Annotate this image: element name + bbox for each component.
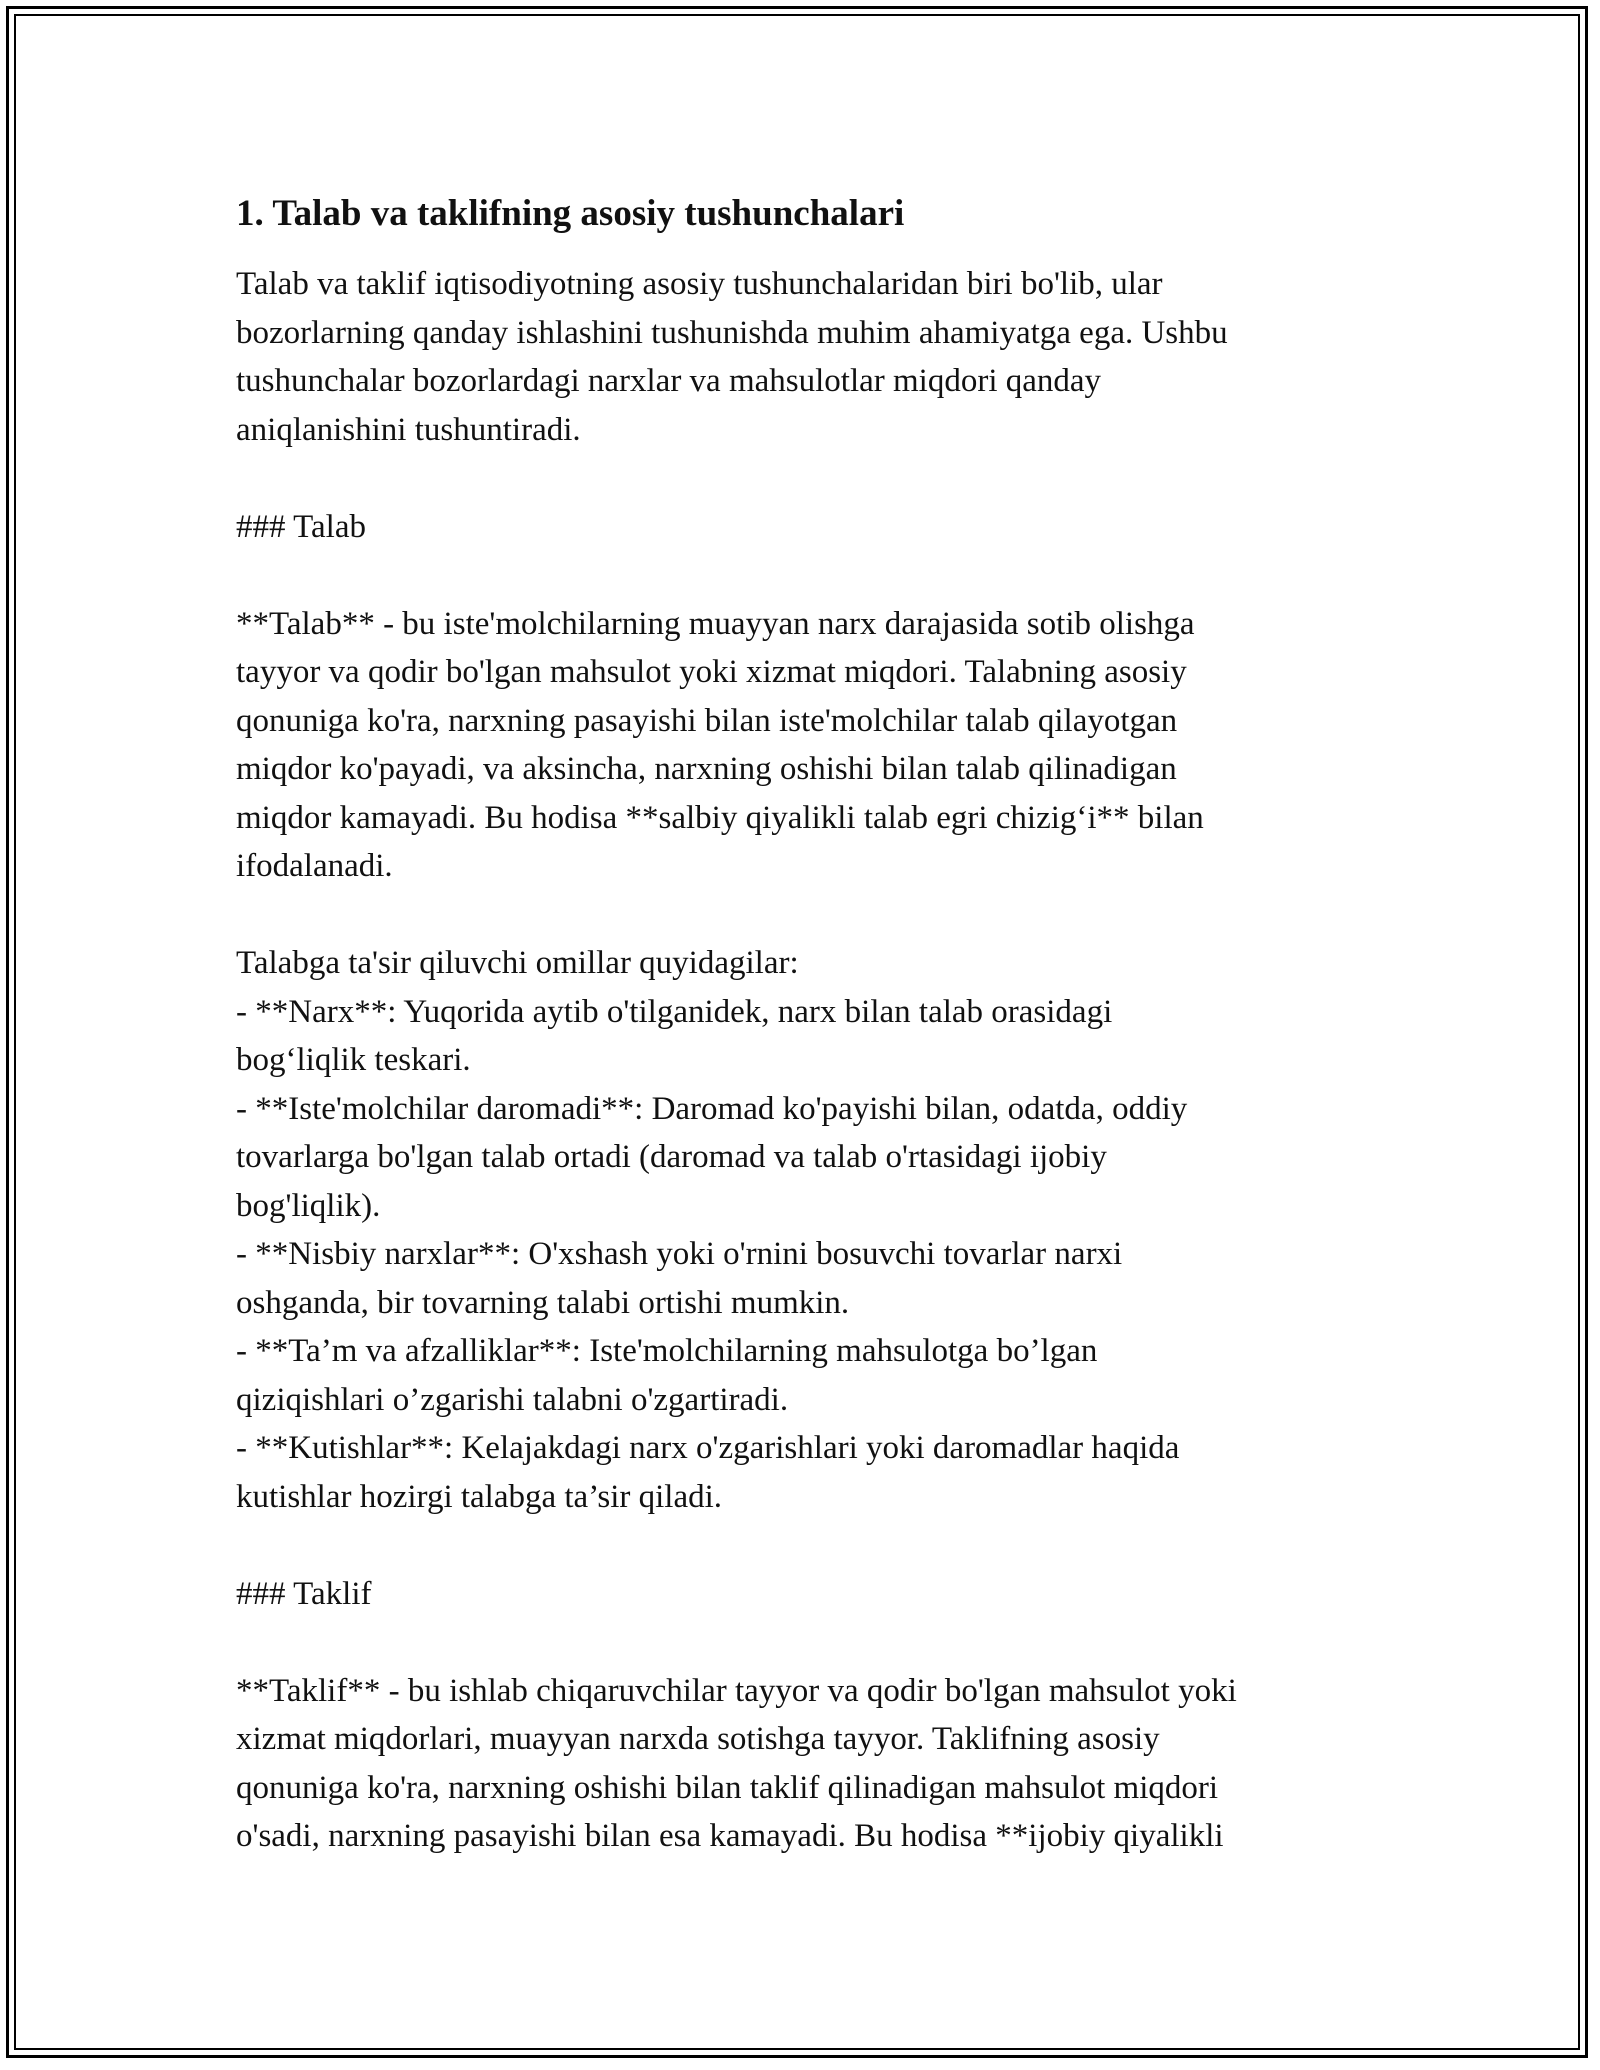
talab-factors-line: kutishlar hozirgi talabga ta’sir qiladi. [236,1478,723,1515]
talab-definition-line: qonuniga ko'ra, narxning pasayishi bilan iste'molchilar talab qilayotgan [236,702,1178,739]
section-heading: 1. Talab va taklifning asosiy tushunchalari [236,193,905,234]
talab-definition-paragraph [236,600,1396,891]
subheading-taklif [236,1570,1396,1619]
talab-factors-line: bog'liqlik). [236,1187,381,1224]
talab-factors-line: - **Ta’m va afzalliklar**: Iste'molchilarning mahsulotga bo’lgan [236,1333,1098,1369]
talab-definition-line: miqdor ko'payadi, va aksincha, narxning oshishi bilan talab qilinadigan [236,751,1177,787]
taklif-definition-line: xizmat miqdorlari, muayyan narxda sotishga tayyor. Taklifning asosiy [236,1721,1160,1757]
talab-definition-line: tayyor va qodir bo'lgan mahsulot yoki xizmat miqdori. Talabning asosiy [236,654,1187,690]
talab-factors-line: - **Kutishlar**: Kelajakdagi narx o'zgarishlari yoki daromadlar haqida [236,1430,1180,1466]
talab-factors-list [236,939,1396,1521]
talab-factors-line: - **Nisbiy narxlar**: O'xshash yoki o'rnini bosuvchi tovarlar narxi [236,1236,1123,1272]
talab-factors-line: tovarlarga bo'lgan talab ortadi (daromad va talab o'rtasidagi ijobiy [236,1139,1107,1175]
talab-factors-line: Talabga ta'sir qiluvchi omillar quyidagilar: [236,945,799,981]
intro-line: bozorlarning qanday ishlashini tushunishda muhim ahamiyatga ega. Ushbu [236,314,1228,351]
talab-factors-line: oshganda, bir tovarning talabi ortishi mumkin. [236,1284,850,1321]
intro-line: Talab va taklif iqtisodiyotning asosiy tushunchalaridan biri bo'lib, ular [236,266,1163,302]
intro-line: tushunchalar bozorlardagi narxlar va mahsulotlar miqdori qanday [236,363,1102,399]
talab-factors-line: bog‘liqlik teskari. [236,1042,471,1078]
taklif-definition-line: qonuniga ko'ra, narxning oshishi bilan taklif qilinadigan mahsulot miqdori [236,1769,1219,1806]
paragraph-gap [236,891,1396,940]
intro-line: aniqlanishini tushuntiradi. [236,411,581,448]
talab-definition-line: miqdor kamayadi. Bu hodisa **salbiy qiyalikli talab egri chizig‘i** bilan [236,799,1204,836]
talab-factors-line: - **Iste'molchilar daromadi**: Daromad ko'payishi bilan, odatda, oddiy [236,1090,1188,1127]
intro-paragraph [236,260,1396,454]
talab-factors-line: qiziqishlari o’zgarishi talabni o'zgartiradi. [236,1381,789,1418]
subheading-talab [236,503,1396,552]
talab-factors-line: - **Narx**: Yuqorida aytib o'tilganidek, narx bilan talab orasidagi [236,993,1113,1030]
paragraph-gap [236,454,1396,503]
subheading-taklif-text: ### Taklif [236,1575,372,1612]
paragraph-gap [236,1521,1396,1570]
subheading-talab-text: ### Talab [236,508,366,545]
paragraph-gap [236,551,1396,600]
taklif-definition-line: **Taklif** - bu ishlab chiqaruvchilar tayyor va qodir bo'lgan mahsulot yoki [236,1672,1237,1709]
taklif-definition-paragraph [236,1667,1396,1861]
talab-definition-line: ifodalanadi. [236,848,393,884]
document-body [236,190,1396,1861]
talab-definition-line: **Talab** - bu iste'molchilarning muayyan narx darajasida sotib olishga [236,605,1195,642]
taklif-definition-line: o'sadi, narxning pasayishi bilan esa kamayadi. Bu hodisa **ijobiy qiyalikli [236,1818,1224,1854]
paragraph-gap [236,1618,1396,1667]
